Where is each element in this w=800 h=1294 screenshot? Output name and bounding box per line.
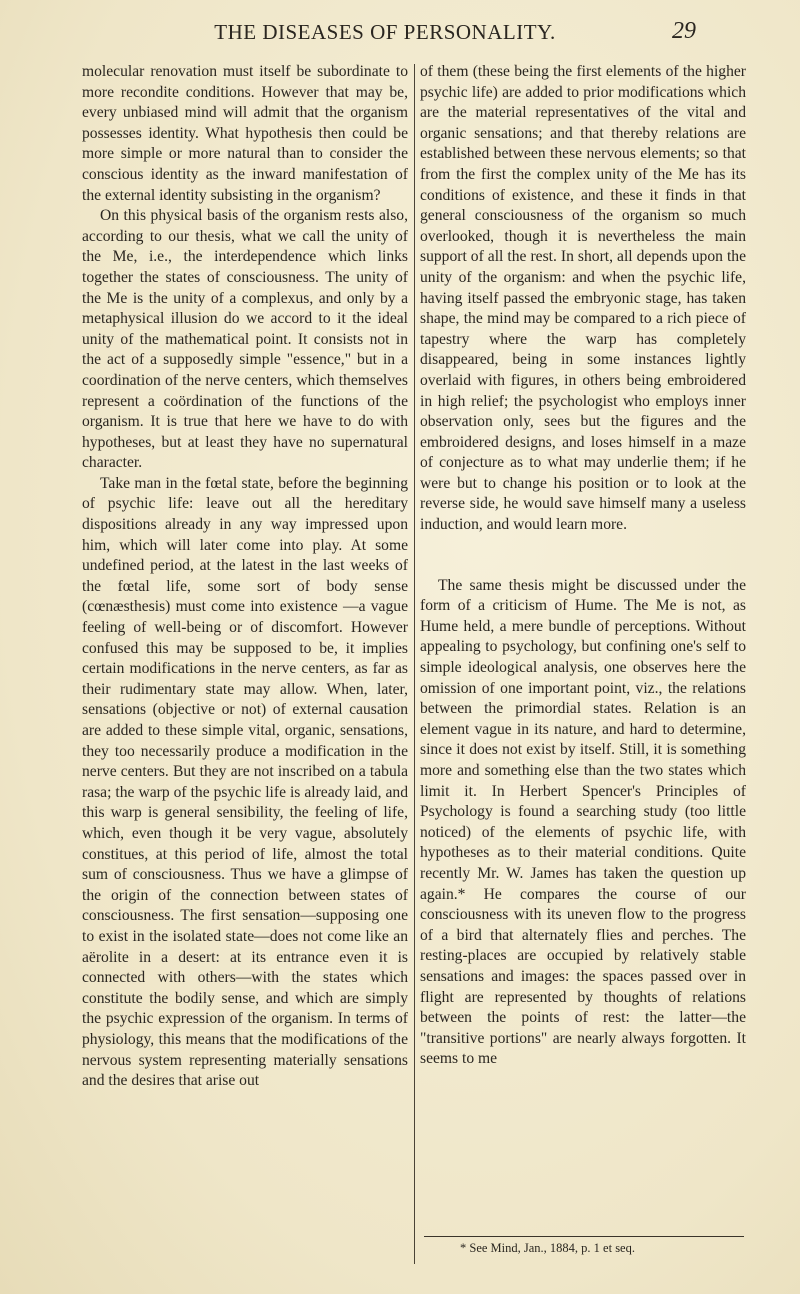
footnote: * See Mind, Jan., 1884, p. 1 et seq. — [460, 1241, 635, 1255]
column-divider — [414, 64, 415, 1264]
page-header — [0, 14, 800, 54]
running-head: THE DISEASES OF PERSONALITY. — [214, 20, 556, 44]
paragraph: The same thesis might be discussed under the form of a criticism of Hume. The Me is not, as Hume held, a mere bundle of perceptions. Without appealing to psychology, but confining one's self to simple ideological analysis, one observes here the omission of one important point, viz., the relations between the primordial states. Relation is an element vague in its nature, and hard to determine, since it does not exist by itself. Still, it is something more and something else than the two states which limit it. In Herbert Spencer's Principles of Psychology is found a searching study (too little noticed) of the elements of psychic life, with hypotheses as to their material conditions. Quite recently Mr. W. James has taken the question up again.* He compares the course of our consciousness with its uneven flow to the progress of a bird that alternately flies and perches. The resting-places are occupied by relatively stable sensations and images: the spaces passed over in flight are represented by thoughts of relations between the points of rest: the latter—the "transitive portions" are nearly always forgotten. It seems to me — [420, 576, 746, 1068]
footnote-rule — [424, 1236, 744, 1237]
paragraph: Take man in the fœtal state, before the beginning of psychic life: leave out all the hereditary dispositions already in any way impressed upon him, which will later come into play. At some undefined period, at the latest in the last weeks of the fœtal life, some sort of body sense (cœnæsthesis) must come into existence —a vague feeling of well-being or of discomfort. However confused this may be supposed to be, it implies certain modifications in the nerve centers, as far as their rudimentary state may allow. When, later, sensations (objective or not) of external causation are added to these simple vital, organic, sensations, they too necessarily produce a modification in the nerve centers. But they are not inscribed on a tabula rasa; the warp of the psychic life is already laid, and this warp is general sensibility, the feeling of life, which, even though it be very vague, absolutely constitues, at this period of life, almost the total sum of consciousness. Thus we have a glimpse of the origin of the connection between states of consciousness. The first sensation—supposing one to exist in the isolated state—does not come like an aërolite in a desert: at its entrance even it is connected with others—with the states which constitute the bodily sense, and which are simply the psychic expression of the organism. In terms of physiology, this means that the modifications of the nervous system representing materially sensations and the desires that arise out — [82, 474, 408, 1090]
paragraph: molecular renovation must itself be subordinate to more recondite conditions. However that may be, every unbiased mind will admit that the organism possesses identity. What hypothesis then could be more simple or more natural than to consider the conscious identity as the inward manifestation of the external identity subsisting in the organism? — [82, 63, 408, 204]
paragraph: of them (these being the first elements of the higher psychic life) are added to prior modifications which are the material representatives of the vital and organic sensations; and that thereby relations are established between these nervous elements; so that from the first the complex unity of the Me has its conditions of existence, and these it finds in that general consciousness of the organism so much overlooked, though it is nevertheless the main support of all the rest. In short, all depends upon the unity of the organism: and when the psychic life, having itself passed the embryonic stage, has taken shape, the mind may be compared to a rich piece of tapestry where the warp has completely disappeared, being in some instances lightly overlaid with figures, in others being embroidered in high relief; the psychologist who employs inner observation only, sees but the figures and the embroidered designs, and loses himself in a maze of conjecture as to what may underlie them; if he were but to change his position or to look at the reverse side, he would save himself many a useless induction, and would learn more. — [420, 63, 746, 534]
page-number: 29 — [672, 18, 696, 44]
left-column — [82, 62, 408, 1092]
paragraph: On this physical basis of the organism rests also, according to our thesis, what we call the unity of the Me, i.e., the interdependence which links together the states of consciousness. The unity of the Me is the unity of a complexus, and only by a metaphysical illusion do we accord to it the ideal unity of the mathematical point. It consists not in the act of a supposedly simple "essence," but in a coordination of the nerve centers, which themselves represent a coördination of the functions of the organism. It is true that here we have to do with hypotheses, but at least they have no supernatural character. — [82, 207, 408, 472]
right-column — [420, 62, 746, 1070]
